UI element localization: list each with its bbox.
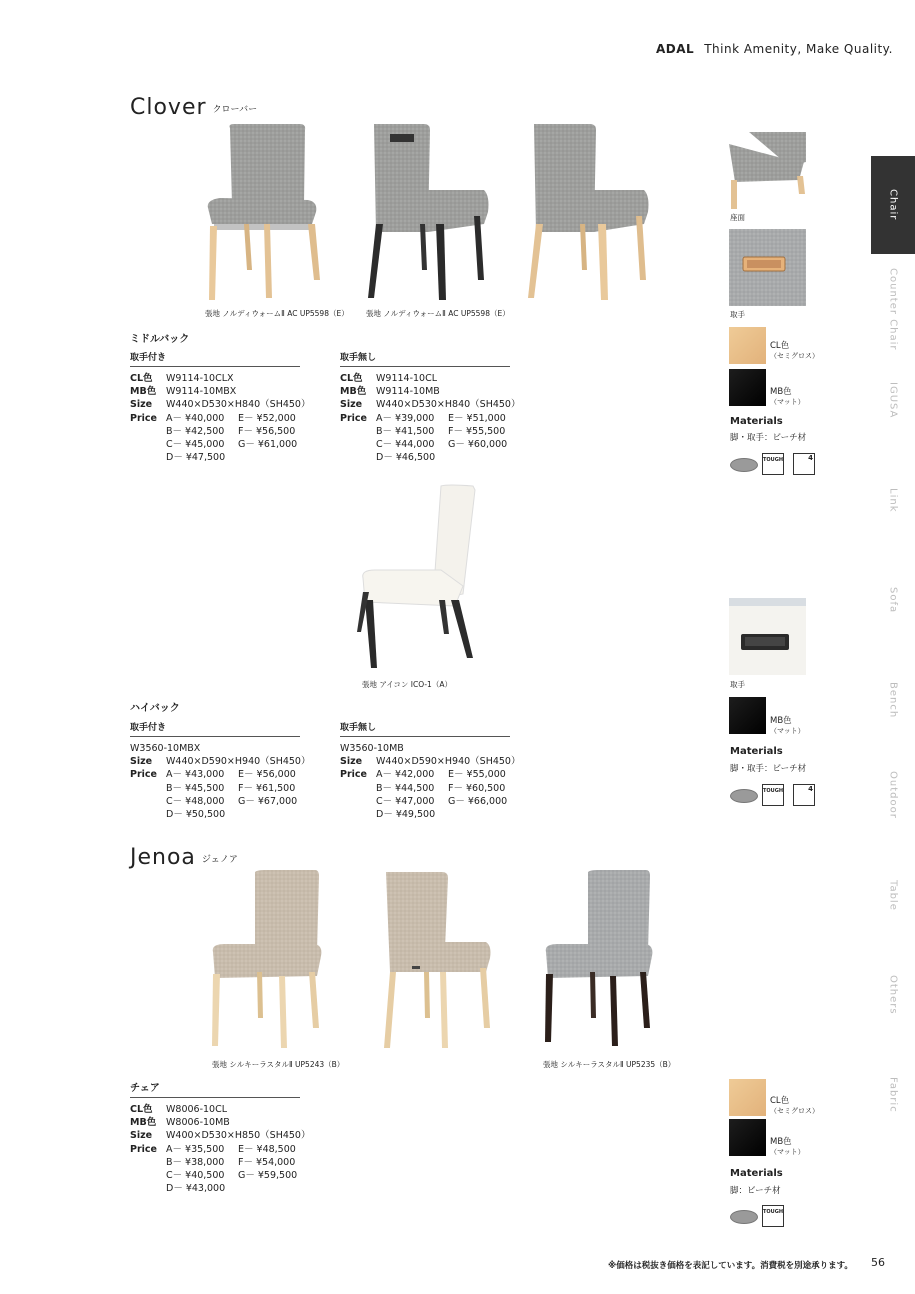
swatch-mb-label: MB色 （マット） (770, 1137, 805, 1156)
fabric-care-icon (730, 458, 758, 472)
size: W440×D530×H840（SH450） (166, 399, 311, 411)
tough-icon: TOUGH (762, 784, 784, 806)
clover-handle-caption: 取手 (730, 310, 745, 319)
clover-title-kana: クローバー (212, 104, 258, 115)
clover-middle-heading: ミドルバック (130, 334, 190, 345)
code-mb: W8006-10MB (166, 1117, 230, 1129)
clover-middle-without-handle: 取手無し CL色 W9114-10CL MB色 W9114-10MB Size W440×D530×H840（SH450） Price A－ ¥39,000 E－ ¥51,000 B－ ¥41,500 F－ ¥55,500 C－ ¥44,000 G－ ¥60,000 D－ ¥46,500 (340, 350, 510, 464)
swatch-mb-label: MB色 （マット） (770, 716, 805, 735)
clover-chair-front-image (200, 120, 330, 305)
tab-table[interactable]: Table (887, 879, 899, 911)
swatch-mb (729, 369, 766, 406)
tab-link[interactable]: Link (887, 487, 899, 513)
clover-high-with-handle: 取手付き W3560-10MBX Size W440×D590×H940（SH450） Price A－ ¥43,000 E－ ¥56,000 B－ ¥45,500 F－ ¥61,500 C－ ¥48,000 G－ ¥67,000 D－ ¥50,500 (130, 720, 300, 821)
jenoa-title-kana: ジェノア (201, 854, 238, 865)
swatch-cl (729, 1079, 766, 1116)
brand-header (656, 42, 893, 56)
materials-title: Materials (730, 746, 783, 757)
swatch-cl-label: CL色 （セミグロス） (770, 341, 819, 360)
brand-name: ADAL (656, 42, 695, 56)
swatch-cl (729, 327, 766, 364)
materials-text: 脚：ビーチ材 (730, 1186, 781, 1196)
jenoa-title: Jenoa ジェノア (130, 845, 238, 870)
tab-others[interactable]: Others (887, 975, 899, 1015)
code-mb: W9114-10MB (376, 386, 440, 398)
clover-caption-left: 張地 ノルディウォームⅡ AC UP5598（E） (205, 309, 349, 318)
clover-seat-caption: 座面 (730, 213, 745, 222)
tab-sofa[interactable]: Sofa (887, 586, 899, 614)
jenoa-chair-spec: チェア CL色 W8006-10CL MB色 W8006-10MB Size W400×D530×H850（SH450） Price A－ ¥35,500 E－ ¥48,500 B－ ¥38,000 F－ ¥54,000 C－ ¥40,500 G－ ¥59,500 D－ ¥43,000 (130, 1079, 300, 1195)
clover-high-heading: ハイバック (130, 703, 180, 714)
clover-highback-caption: 張地 アイコン ICO-1（A） (362, 680, 452, 689)
tab-igusa[interactable]: IGUSA (887, 381, 899, 419)
stackable-icon: 4 (793, 453, 815, 475)
price-footnote: ※価格は税抜き価格を表記しています。消費税を別途承ります。 (608, 1261, 853, 1271)
page-number: 56 (871, 1256, 885, 1269)
size: W440×D590×H940（SH450） (376, 756, 521, 768)
tab-counter-chair[interactable]: Counter Chair (887, 268, 899, 351)
jenoa-chair-grey-image (538, 868, 663, 1053)
jenoa-chair-beige-back-image (378, 868, 498, 1053)
clover-title: Clover クローバー (130, 95, 258, 120)
tough-icon: TOUGH (762, 453, 784, 475)
with-handle-label: 取手付き (130, 350, 300, 367)
fabric-care-icon (730, 1210, 758, 1224)
tab-bench[interactable]: Bench (887, 681, 899, 719)
code-mb: W9114-10MBX (166, 386, 237, 398)
jenoa-heading: チェア (130, 1079, 300, 1098)
code-cl: W9114-10CLX (166, 373, 234, 384)
jenoa-caption-right: 張地 シルキーラスタルⅡ UP5235（B） (543, 1060, 676, 1069)
tough-icon: TOUGH (762, 1205, 784, 1227)
jenoa-caption-left: 張地 シルキーラスタルⅡ UP5243（B） (212, 1060, 345, 1069)
price-grid: A－ ¥35,500 E－ ¥48,500 B－ ¥38,000 F－ ¥54,000 C－ ¥40,500 G－ ¥59,500 D－ ¥43,000 (166, 1143, 298, 1195)
materials-title: Materials (730, 1168, 783, 1179)
price-grid: A－ ¥39,000 E－ ¥51,000 B－ ¥41,500 F－ ¥55,500 C－ ¥44,000 G－ ¥60,000 D－ ¥46,500 (376, 412, 508, 464)
jenoa-chair-beige-front-image (205, 868, 330, 1053)
without-handle-label: 取手無し (340, 350, 510, 367)
price-grid: A－ ¥40,000 E－ ¥52,000 B－ ¥42,500 F－ ¥56,500 C－ ¥45,000 G－ ¥61,000 D－ ¥47,500 (166, 412, 298, 464)
clover-handle-detail-image (729, 229, 806, 306)
price-grid: A－ ¥43,000 E－ ¥56,000 B－ ¥45,500 F－ ¥61,500 C－ ¥48,000 G－ ¥67,000 D－ ¥50,500 (166, 769, 298, 821)
code-cl: W9114-10CL (376, 373, 438, 384)
tab-fabric[interactable]: Fabric (887, 1077, 899, 1113)
stackable-icon: 4 (793, 784, 815, 806)
tab-chair[interactable]: Chair (871, 156, 915, 254)
clover-caption-right: 張地 ノルディウォームⅡ AC UP5598（E） (366, 309, 510, 318)
swatch-mb-label: MB色 （マット） (770, 387, 805, 406)
swatch-mb (729, 1119, 766, 1156)
clover-chair-back-natural-image (520, 120, 660, 305)
clover-highback-chair-image (355, 482, 485, 672)
swatch-mb (729, 697, 766, 734)
materials-text: 脚・取手：ビーチ材 (730, 433, 807, 443)
clover-high-without-handle: 取手無し W3560-10MB Size W440×D590×H940（SH450） Price A－ ¥42,000 E－ ¥55,000 B－ ¥44,500 F－ ¥60,500 C－ ¥47,000 G－ ¥66,000 D－ ¥49,500 (340, 720, 510, 821)
code: W3560-10MB (340, 743, 404, 754)
brand-tagline: Think Amenity, Make Quality. (704, 42, 893, 56)
clover-highback-handle-caption: 取手 (730, 680, 745, 689)
clover-seat-detail-image (729, 132, 806, 209)
materials-text: 脚・取手：ビーチ材 (730, 764, 807, 774)
clover-highback-handle-image (729, 598, 806, 675)
size: W400×D530×H850（SH450） (166, 1130, 311, 1142)
fabric-care-icon (730, 789, 758, 803)
size: W440×D590×H940（SH450） (166, 756, 311, 768)
code: W3560-10MBX (130, 743, 201, 754)
clover-chair-back-black-image (360, 120, 495, 305)
size: W440×D530×H840（SH450） (376, 399, 521, 411)
swatch-cl-label: CL色 （セミグロス） (770, 1096, 819, 1115)
materials-title: Materials (730, 416, 783, 427)
tab-outdoor[interactable]: Outdoor (887, 771, 899, 819)
code-cl: W8006-10CL (166, 1104, 228, 1115)
clover-middle-with-handle: 取手付き CL色 W9114-10CLX MB色 W9114-10MBX Size W440×D530×H840（SH450） Price A－ ¥40,000 E－ ¥52,000 B－ ¥42,500 F－ ¥56,500 C－ ¥45,000 G－ ¥61,000 D－ ¥47,500 (130, 350, 300, 464)
price-grid: A－ ¥42,000 E－ ¥55,000 B－ ¥44,500 F－ ¥60,500 C－ ¥47,000 G－ ¥66,000 D－ ¥49,500 (376, 769, 508, 821)
